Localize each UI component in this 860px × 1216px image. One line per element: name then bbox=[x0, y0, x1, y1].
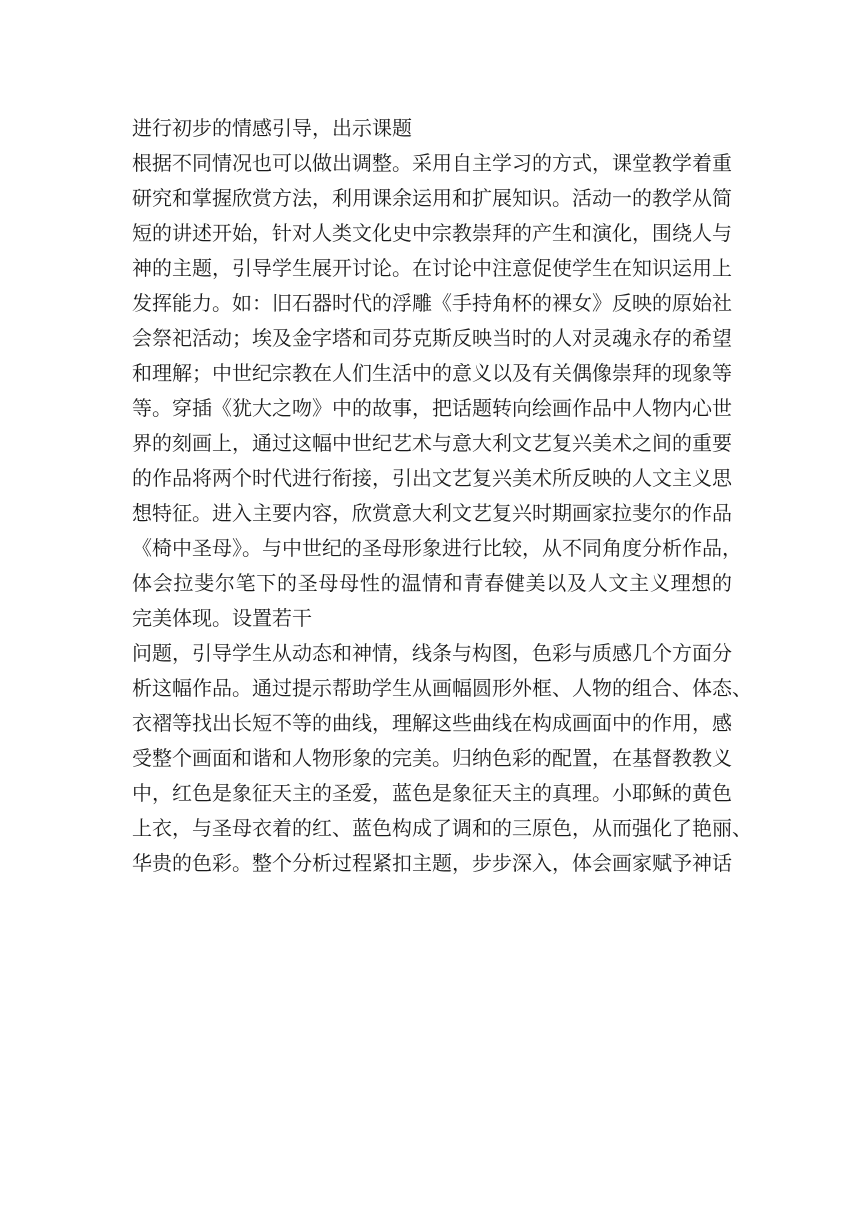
text-line-heading: 进行初步的情感引导，出示课题 bbox=[132, 116, 412, 140]
text-line: 上衣，与圣母衣着的红、蓝色构成了调和的三原色，从而强化了艳丽、 bbox=[132, 816, 752, 840]
text-line: 发挥能力。如：旧石器时代的浮雕《手持角杯的裸女》反映的原始社 bbox=[132, 291, 732, 315]
body-text bbox=[132, 111, 752, 881]
text-line: 华贵的色彩。整个分析过程紧扣主题，步步深入，体会画家赋予神话 bbox=[132, 851, 732, 875]
text-line: 根据不同情况也可以做出调整。采用自主学习的方式，课堂教学着重 bbox=[132, 151, 732, 175]
text-line: 会祭祀活动；埃及金字塔和司芬克斯反映当时的人对灵魂永存的希望 bbox=[132, 326, 732, 350]
text-line: 完美体现。设置若干 bbox=[132, 606, 312, 630]
text-line: 界的刻画上，通过这幅中世纪艺术与意大利文艺复兴美术之间的重要 bbox=[132, 431, 732, 455]
text-line: 研究和掌握欣赏方法，利用课余运用和扩展知识。活动一的教学从简 bbox=[132, 186, 732, 210]
text-line: 析这幅作品。通过提示帮助学生从画幅圆形外框、人物的组合、体态、 bbox=[132, 676, 752, 700]
text-line: 等。穿插《犹大之吻》中的故事，把话题转向绘画作品中人物内心世 bbox=[132, 396, 732, 420]
text-line: 想特征。进入主要内容，欣赏意大利文艺复兴时期画家拉斐尔的作品 bbox=[132, 501, 732, 525]
text-line: 受整个画面和谐和人物形象的完美。归纳色彩的配置，在基督教教义 bbox=[132, 746, 732, 770]
text-line: 衣褶等找出长短不等的曲线，理解这些曲线在构成画面中的作用，感 bbox=[132, 711, 732, 735]
text-line: 短的讲述开始，针对人类文化史中宗教崇拜的产生和演化，围绕人与 bbox=[132, 221, 732, 245]
text-line: 中，红色是象征天主的圣爱，蓝色是象征天主的真理。小耶稣的黄色 bbox=[132, 781, 732, 805]
text-line: 问题，引导学生从动态和神情，线条与构图，色彩与质感几个方面分 bbox=[132, 641, 732, 665]
text-line: 体会拉斐尔笔下的圣母母性的温情和青春健美以及人文主义理想的 bbox=[132, 571, 732, 595]
text-line: 和理解；中世纪宗教在人们生活中的意义以及有关偶像崇拜的现象等 bbox=[132, 361, 732, 385]
text-line: 《椅中圣母》。与中世纪的圣母形象进行比较，从不同角度分析作品， bbox=[132, 536, 742, 560]
text-line: 的作品将两个时代进行衔接，引出文艺复兴美术所反映的人文主义思 bbox=[132, 466, 732, 490]
text-line: 神的主题，引导学生展开讨论。在讨论中注意促使学生在知识运用上 bbox=[132, 256, 732, 280]
